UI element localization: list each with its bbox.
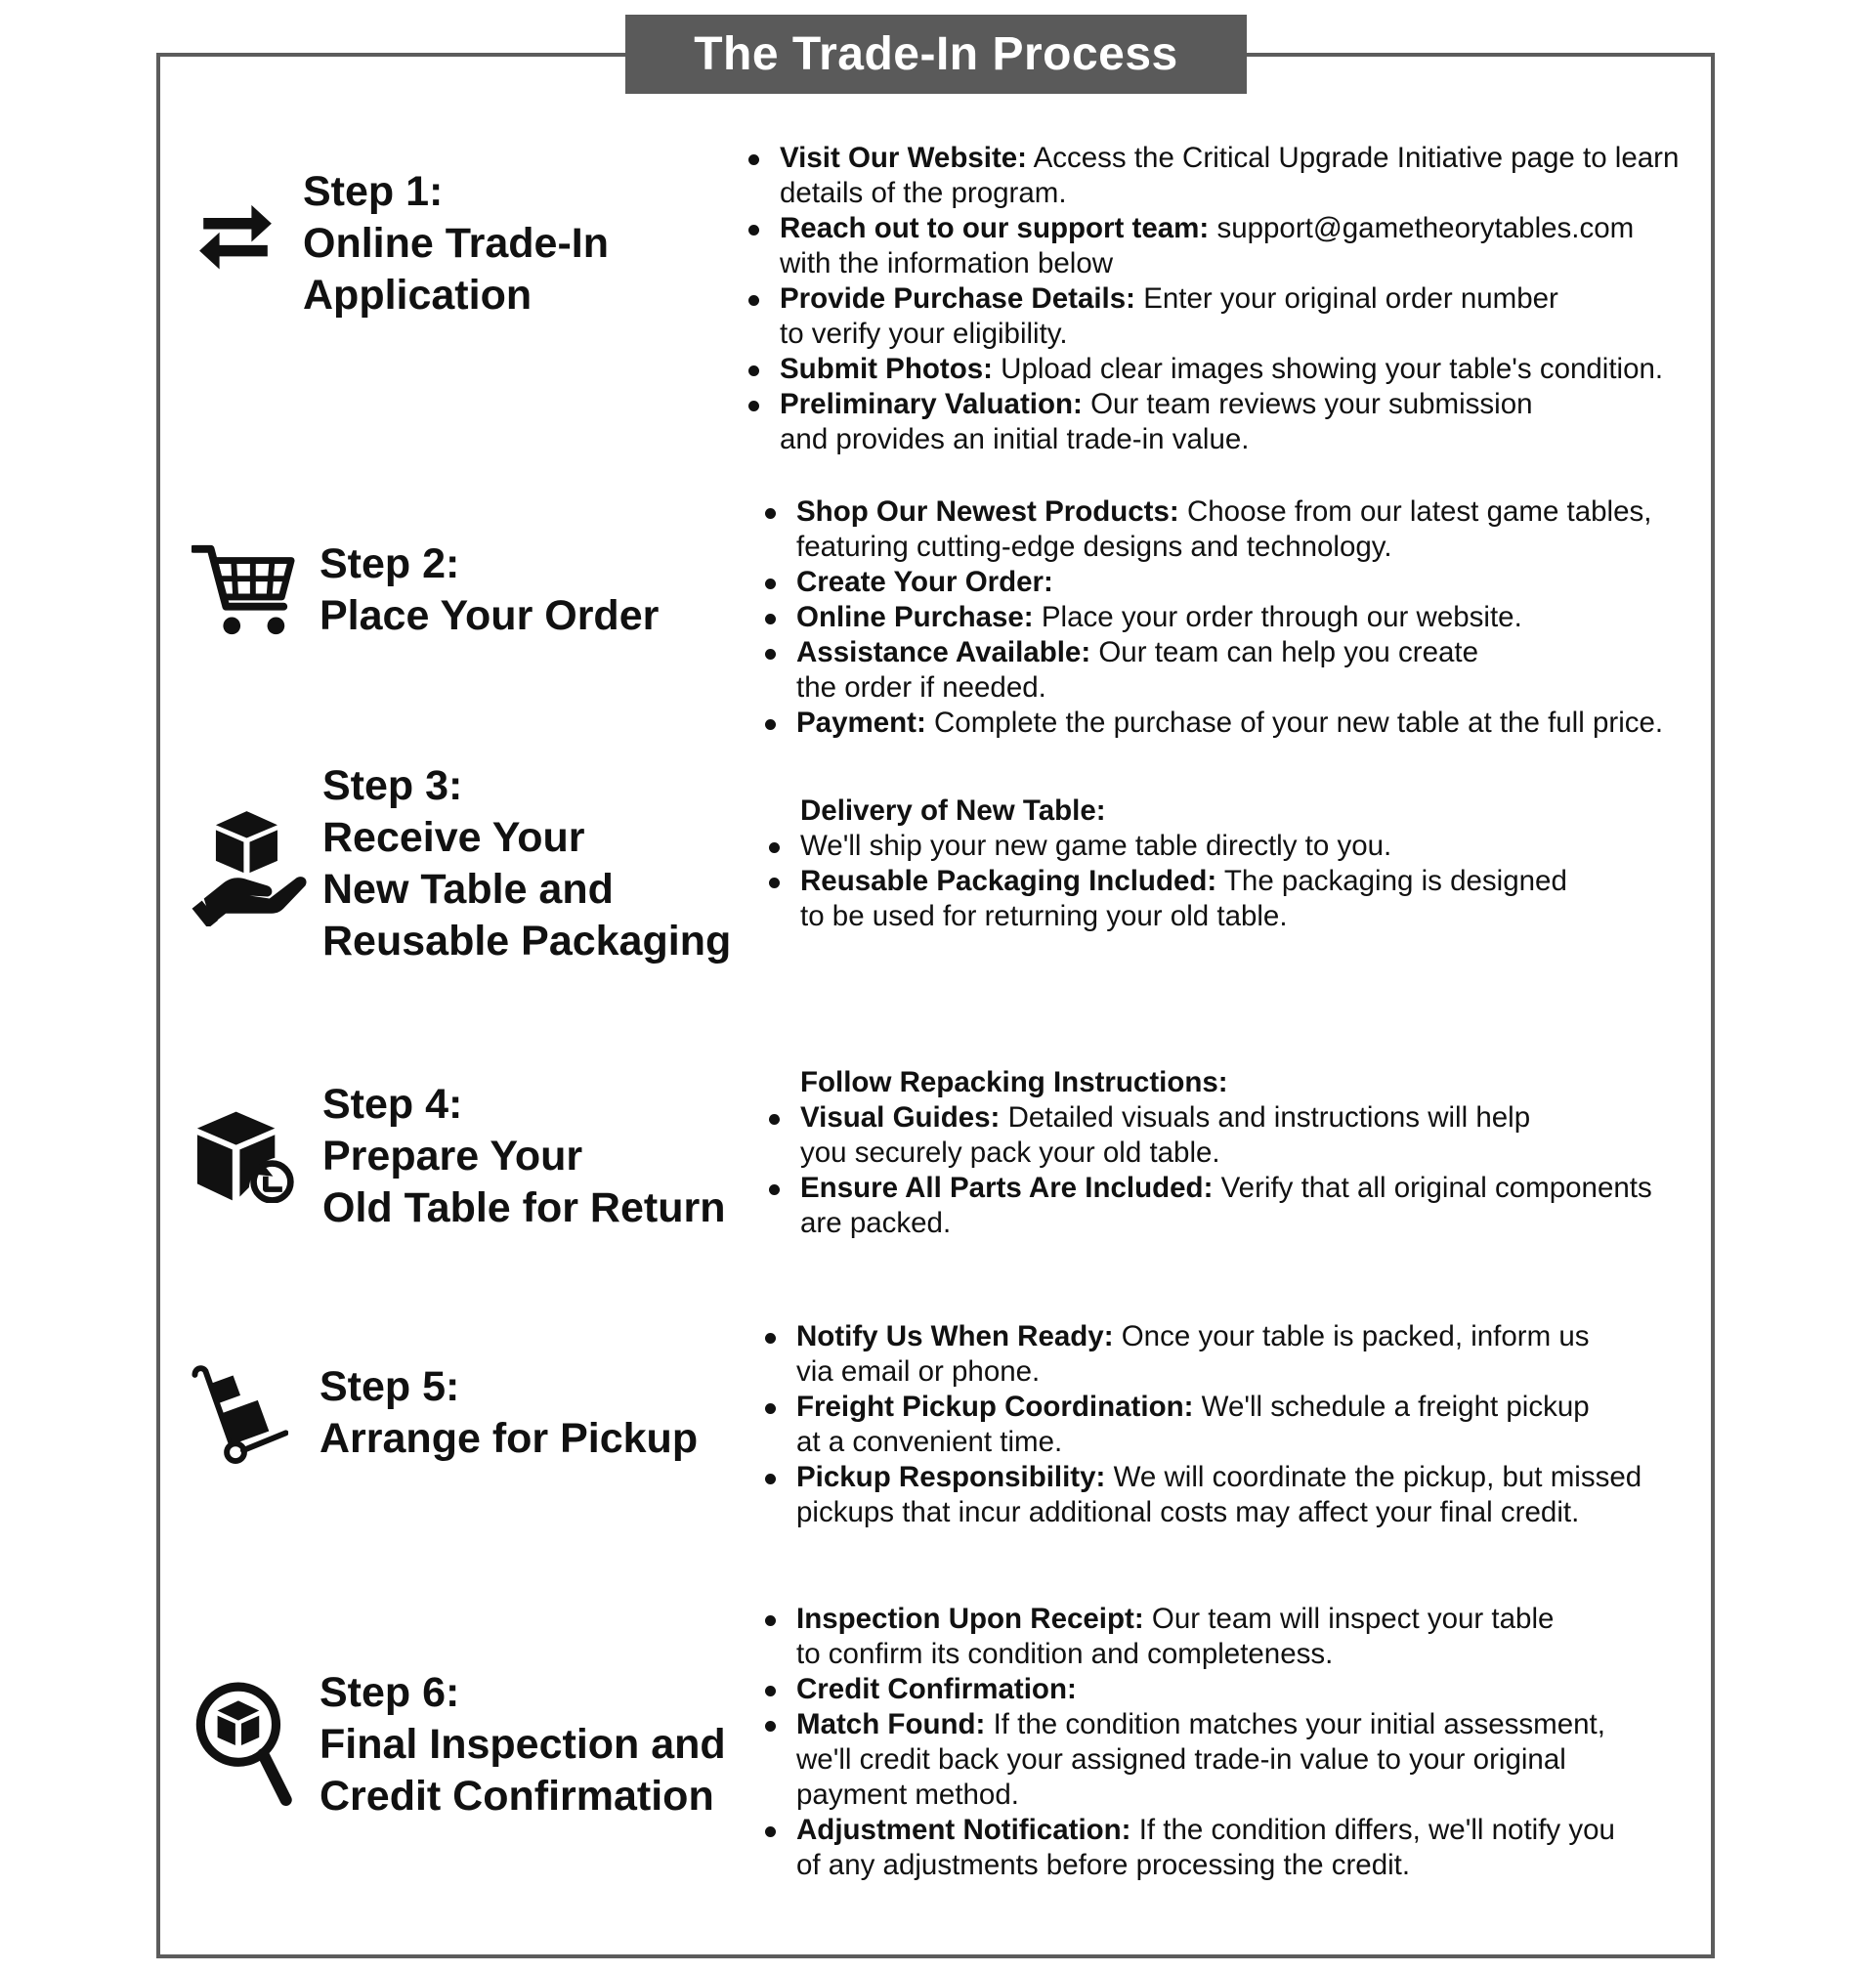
hand-truck-icon (191, 1365, 288, 1466)
list-item: Credit Confirmation: (763, 1672, 1615, 1707)
list-item: Preliminary Valuation: Our team reviews your submission and provides an initial trade-in value. (746, 387, 1679, 457)
list-item: Ensure All Parts Are Included: Verify that all original components are packed. (767, 1171, 1652, 1241)
step-intro: Delivery of New Table: (800, 794, 1106, 827)
step-heading: Step 1: Online Trade-In Application (303, 168, 609, 319)
step-details (763, 1602, 1615, 1883)
step-heading: Step 2: Place Your Order (320, 540, 660, 639)
step-details (767, 793, 1567, 934)
list-item: Visual Guides: Detailed visuals and instructions will help you securely pack your old table. (767, 1100, 1652, 1171)
step-intro: Follow Repacking Instructions: (800, 1066, 1228, 1098)
box-return-icon (195, 1109, 297, 1203)
step-details (763, 494, 1663, 741)
step-heading: Step 6: Final Inspection and Credit Confirmation (320, 1669, 726, 1820)
list-item: Payment: Complete the purchase of your new table at the full price. (763, 706, 1663, 741)
list-item: We'll ship your new game table directly to you. (767, 829, 1567, 864)
list-item: Match Found: If the condition matches your initial assessment, we'll credit back your assigned trade-in value to your original payment method. (763, 1707, 1615, 1813)
step-heading: Step 4: Prepare Your Old Table for Return (322, 1081, 726, 1231)
list-item: Shop Our Newest Products: Choose from our latest game tables, featuring cutting-edge designs and technology. (763, 494, 1663, 565)
step-heading: Step 3: Receive Your New Table and Reusable Packaging (322, 762, 732, 965)
list-item: Online Purchase: Place your order through our website. (763, 600, 1663, 635)
list-item: Provide Purchase Details: Enter your original order number to verify your eligibility. (746, 281, 1679, 352)
list-item: Notify Us When Ready: Once your table is packed, inform us via email or phone. (763, 1319, 1642, 1390)
step-details (746, 141, 1679, 457)
list-item: Freight Pickup Coordination: We'll schedule a freight pickup at a convenient time. (763, 1390, 1642, 1460)
swap-arrows-icon (195, 195, 276, 276)
list-item: Visit Our Website: Access the Critical Upgrade Initiative page to learn details of the program. (746, 141, 1679, 211)
list-item: Reusable Packaging Included: The packaging is designed to be used for returning your old table. (767, 864, 1567, 934)
step-details (767, 1065, 1652, 1241)
step-details (763, 1319, 1642, 1530)
page-title: The Trade-In Process (625, 15, 1247, 94)
list-item: Submit Photos: Upload clear images showing your table's condition. (746, 352, 1679, 387)
list-item: Adjustment Notification: If the condition differs, we'll notify you of any adjustments before processing the credit. (763, 1813, 1615, 1883)
list-item: Inspection Upon Receipt: Our team will inspect your table to confirm its condition and completeness. (763, 1602, 1615, 1672)
list-item: Assistance Available: Our team can help you create the order if needed. (763, 635, 1663, 706)
shopping-cart-icon (192, 542, 297, 640)
magnifier-box-icon (193, 1679, 293, 1808)
hand-holding-box-icon (189, 807, 311, 926)
step-heading: Step 5: Arrange for Pickup (320, 1363, 699, 1462)
list-item: Create Your Order: (763, 565, 1663, 600)
list-item: Pickup Responsibility: We will coordinate the pickup, but missed pickups that incur additional costs may affect your final credit. (763, 1460, 1642, 1530)
list-item: Reach out to our support team: support@gametheorytables.com with the information below (746, 211, 1679, 281)
